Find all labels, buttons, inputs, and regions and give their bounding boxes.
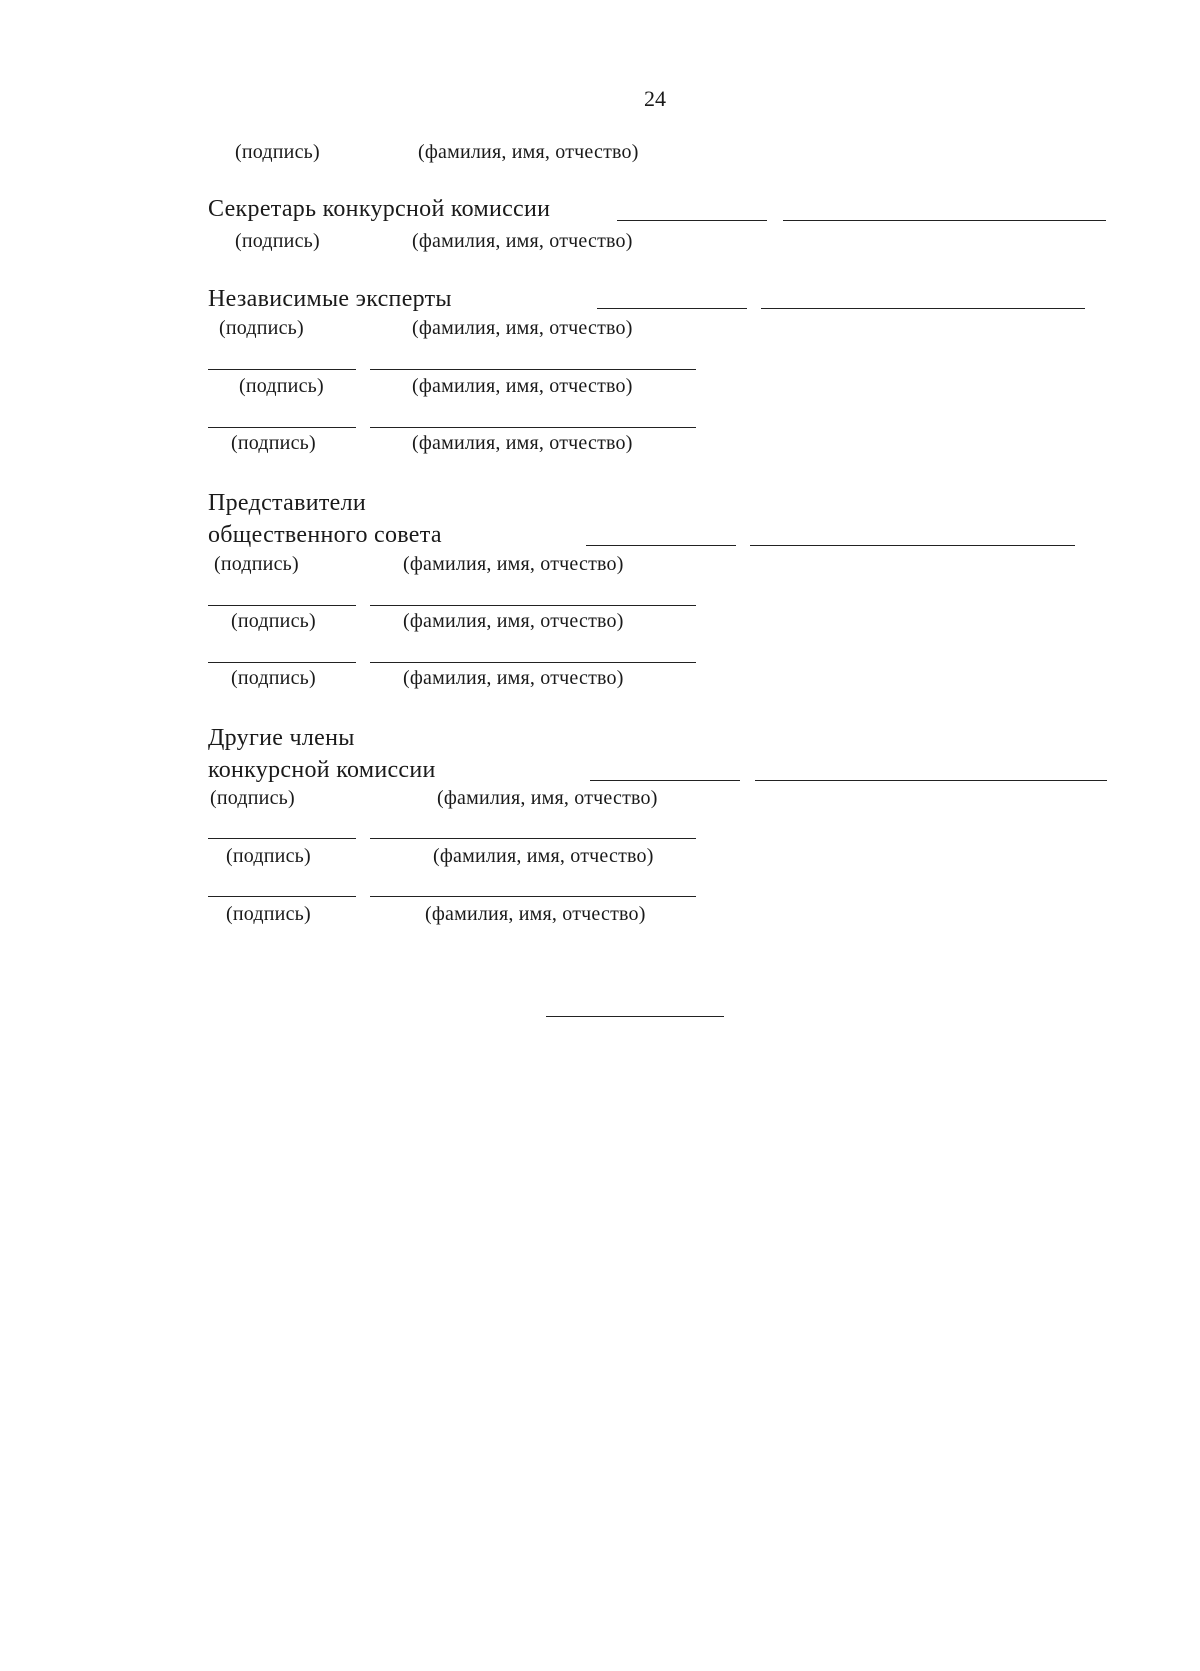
signature-caption: (подпись) [226, 845, 311, 867]
name-caption: (фамилия, имя, отчество) [403, 553, 624, 575]
experts-label: Независимые эксперты [208, 286, 452, 312]
signature-line [590, 780, 740, 781]
signature-line [208, 662, 356, 663]
name-line [783, 220, 1106, 221]
signature-caption: (подпись) [231, 667, 316, 689]
closing-separator [546, 1016, 724, 1017]
signature-line [597, 308, 747, 309]
signature-caption: (подпись) [219, 317, 304, 339]
name-line [370, 838, 696, 839]
signature-line [208, 605, 356, 606]
signature-line [208, 369, 356, 370]
name-line [761, 308, 1085, 309]
name-caption: (фамилия, имя, отчество) [412, 432, 633, 454]
name-line [370, 369, 696, 370]
name-line [370, 896, 696, 897]
name-line [370, 662, 696, 663]
signature-caption: (подпись) [231, 610, 316, 632]
others-label-line1: Другие члены [208, 725, 355, 751]
signature-caption: (подпись) [214, 553, 299, 575]
signature-caption: (подпись) [210, 787, 295, 809]
signature-line [617, 220, 767, 221]
signature-caption: (подпись) [235, 230, 320, 252]
council-label-line1: Представители [208, 490, 367, 516]
name-caption: (фамилия, имя, отчество) [412, 230, 633, 252]
others-label-line2: конкурсной комиссии [208, 757, 436, 783]
signature-line [208, 427, 356, 428]
signature-caption: (подпись) [239, 375, 324, 397]
signature-line [586, 545, 736, 546]
name-caption: (фамилия, имя, отчество) [433, 845, 654, 867]
name-line [370, 427, 696, 428]
signature-line [208, 838, 356, 839]
name-line [750, 545, 1075, 546]
name-caption: (фамилия, имя, отчество) [425, 903, 646, 925]
signature-caption: (подпись) [235, 141, 320, 163]
name-caption: (фамилия, имя, отчество) [412, 317, 633, 339]
name-line [370, 605, 696, 606]
signature-caption: (подпись) [226, 903, 311, 925]
name-caption: (фамилия, имя, отчество) [412, 375, 633, 397]
signature-caption: (подпись) [231, 432, 316, 454]
name-caption: (фамилия, имя, отчество) [418, 141, 639, 163]
name-caption: (фамилия, имя, отчество) [403, 667, 624, 689]
council-label-line2: общественного совета [208, 522, 442, 548]
name-line [755, 780, 1107, 781]
signature-line [208, 896, 356, 897]
page-number: 24 [644, 86, 666, 111]
secretary-label: Секретарь конкурсной комиссии [208, 196, 551, 222]
name-caption: (фамилия, имя, отчество) [437, 787, 658, 809]
name-caption: (фамилия, имя, отчество) [403, 610, 624, 632]
